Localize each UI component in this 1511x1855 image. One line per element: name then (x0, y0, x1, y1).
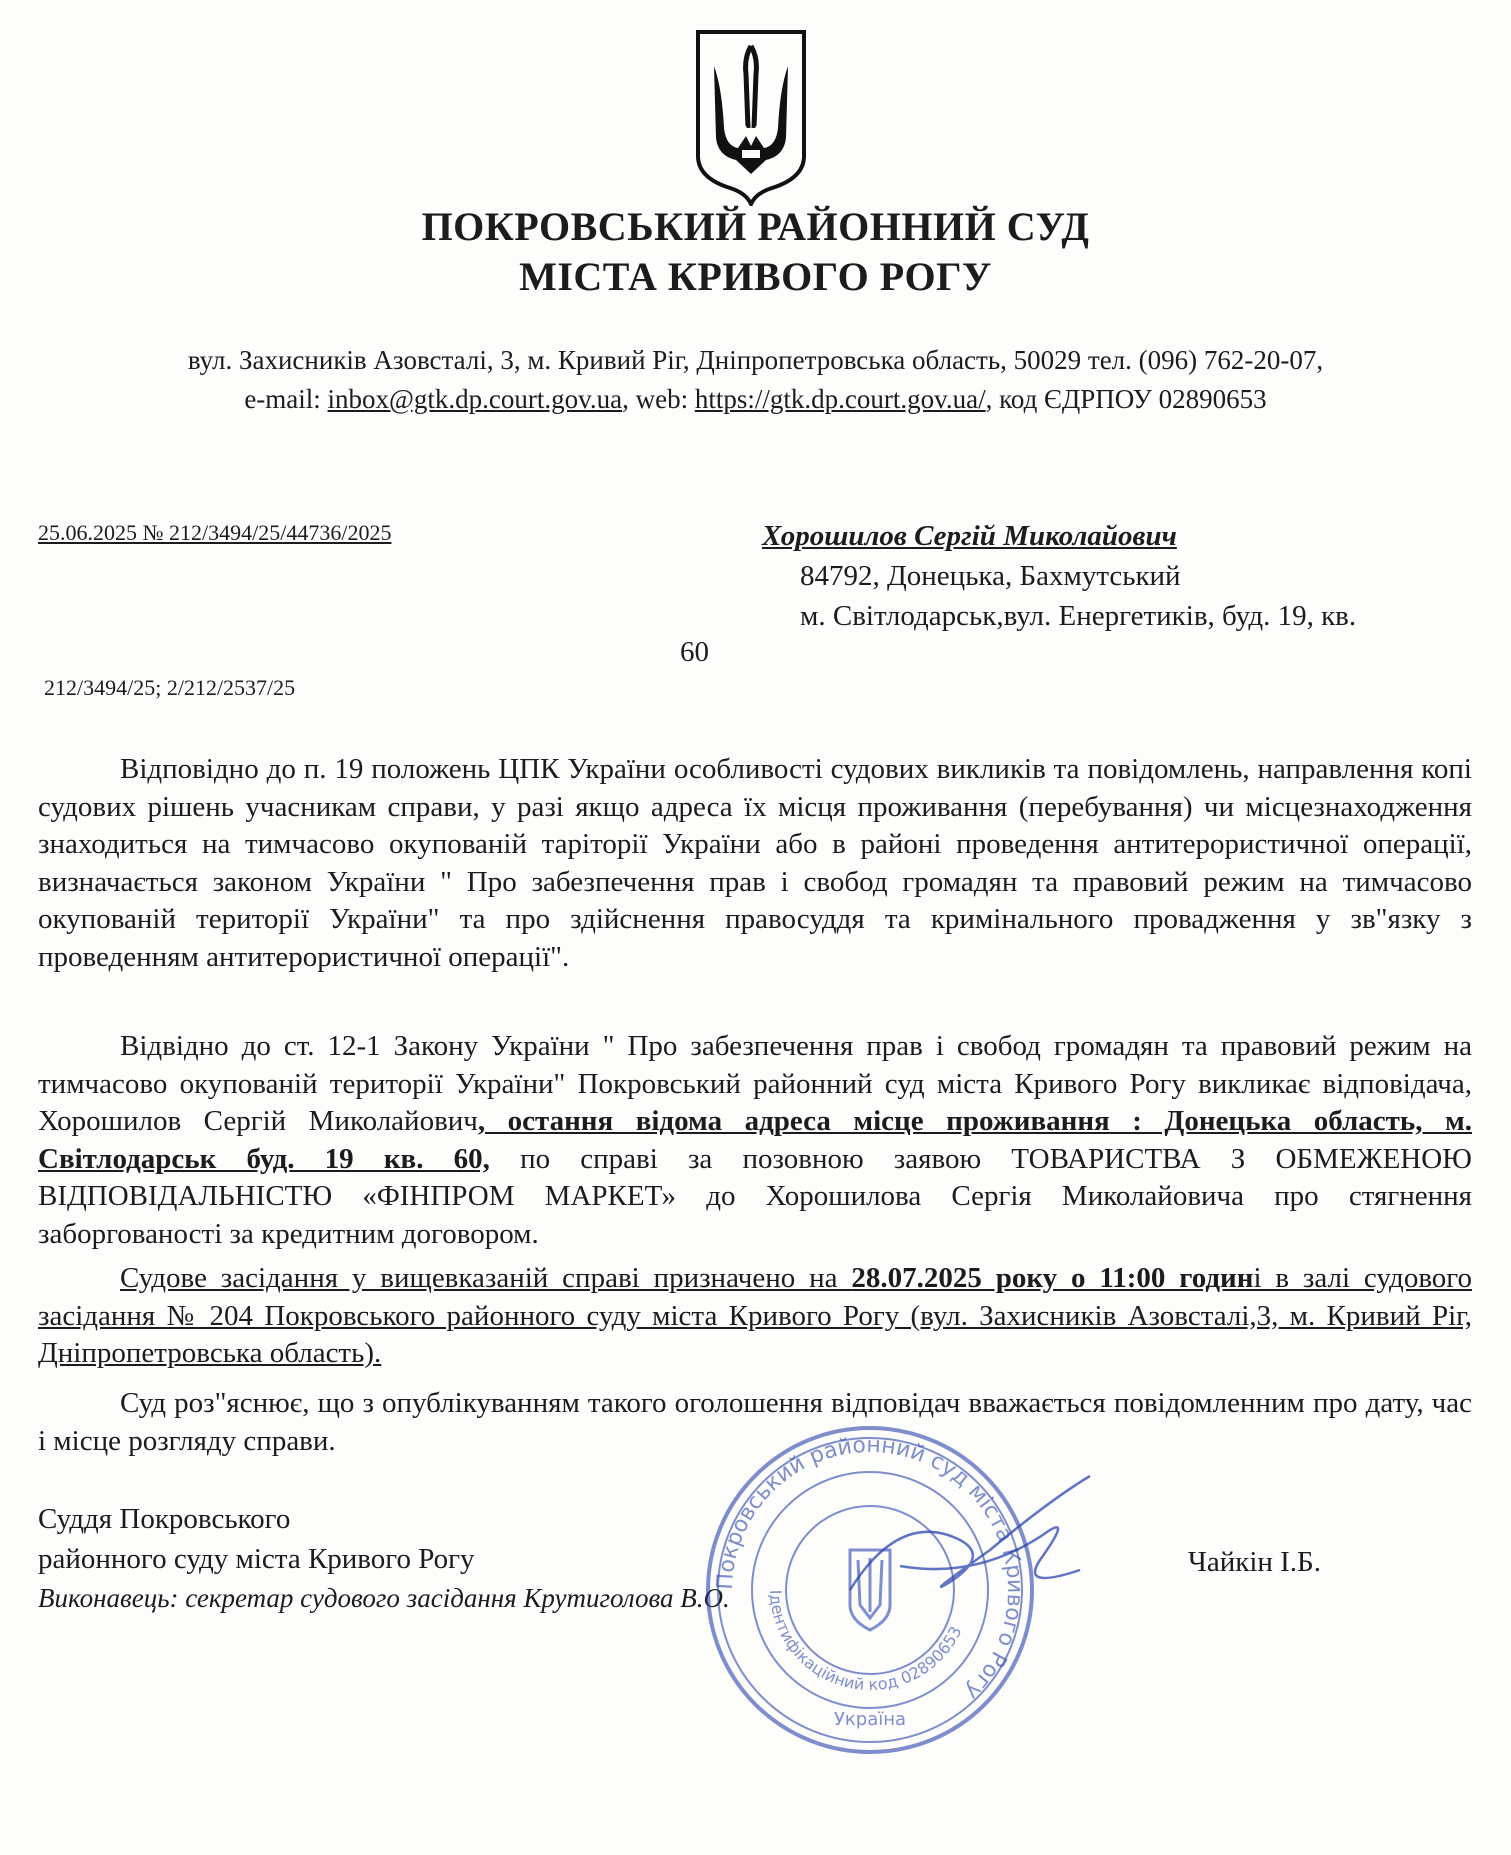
judge-title-line2: районного суду міста Кривого Рогу (38, 1543, 475, 1575)
judge-name: Чайкін І.Б. (1188, 1546, 1321, 1578)
recipient-address-line1: 84792, Донецька, Бахмутський (800, 560, 1181, 592)
judge-title-line1: Суддя Покровського (38, 1503, 291, 1535)
hearing-location: і в залі судового засідання № 204 Покровського районного суду міста Кривого Рогу (вул. Захисників Азовсталі,3, м. Кривий Ріг, Дніпропетровська область). (38, 1262, 1472, 1369)
court-address: вул. Захисників Азовсталі, 3, м. Кривий Ріг, Дніпропетровська область, 50029 тел. (096) 762-20-07, (187, 345, 1324, 375)
defendant-last-address: , остання відома адреса місце проживання : Донецька область, м. Світлодарськ буд. 19 кв. 60, (38, 1105, 1472, 1175)
document-number: 25.06.2025 № 212/3494/25/44736/2025 (38, 520, 392, 545)
paragraph-hearing (38, 1260, 1472, 1373)
paragraph-summons (38, 1028, 1472, 1253)
summons-text: Відвідно до ст. 12-1 Закону України " Про забезпечення прав і свобод громадян та правовий режим на тимчасово окупованій території України" Покровський районний суд міста Кривого Рогу викликає відповідача, Хорошилов Сергій Миколайович (38, 1030, 1472, 1137)
recipient-address-line2: м. Світлодарськ,вул. Енергетиків, буд. 19, кв. (800, 600, 1357, 632)
web-link[interactable]: https://gtk.dp.court.gov.ua/ (694, 384, 986, 414)
stamp-country: Україна (833, 1709, 907, 1730)
court-name-line2: МІСТА КРИВОГО РОГУ (519, 254, 992, 299)
edrpou-code: , код ЄДРПОУ 02890653 (985, 384, 1267, 414)
stamp-ring-text: Покровський районний суд міста Кривого Рогу (712, 1432, 1028, 1705)
claim-details: по справі за позовною заявою ТОВАРИСТВА З ОБМЕЖЕНОЮ ВІДПОВІДАЛЬНІСТЮ «ФІНПРОМ МАРКЕТ» до Хорошилова Сергія Миколайовича про стягнення заборгованості за кредитним договором. (38, 1142, 1472, 1250)
paragraph-notice: Суд роз"яснює, що з опублікуванням такого оголошення відповідач вважається повідомленним про дату, час і місце розгляду справи. (38, 1387, 1472, 1457)
court-name-line1: ПОКРОВСЬКИЙ РАЙОННИЙ СУД (421, 204, 1090, 249)
stamp-inner-text: Ідентифікаційний код 02890653 (765, 1589, 966, 1695)
email-label: e-mail: (244, 384, 328, 414)
judge-signature (840, 1470, 1100, 1620)
recipient-name: Хорошилов Сергій Миколайович (762, 520, 1177, 552)
coat-of-arms-emblem (692, 28, 810, 206)
hearing-datetime: 28.07.2025 року о 11:00 годин (851, 1262, 1254, 1294)
recipient-apartment: 60 (680, 636, 709, 668)
hearing-intro: Судове засідання у вищевказаній справі призначено на (120, 1262, 852, 1294)
web-label: , web: (622, 384, 695, 414)
email-link[interactable]: inbox@gtk.dp.court.gov.ua (327, 384, 623, 414)
case-numbers: 212/3494/25; 2/212/2537/25 (44, 675, 296, 700)
court-contacts (0, 384, 1511, 415)
paragraph-legal-basis: Відповідно до п. 19 положень ЦПК України особливості судових викликів та повідомлень, направлення копі судових рішень учасникам справи, у разі якщо адреса їх місця проживання (перебування) чи місцезнаходження знаходиться на тимчасово окупованій таріторії України або в районі проведення антитерористичної операції, визначається законом України " Про забезпечення прав і свобод громадян та правовий режим на тимчасово окупованій території України" та про здійснення правосуддя та кримінального провадження у зв"язку з проведенням антитерористичної операції". (38, 753, 1472, 973)
executor-line: Виконавець: секретар судового засідання Крутиголова В.О. (38, 1583, 730, 1613)
